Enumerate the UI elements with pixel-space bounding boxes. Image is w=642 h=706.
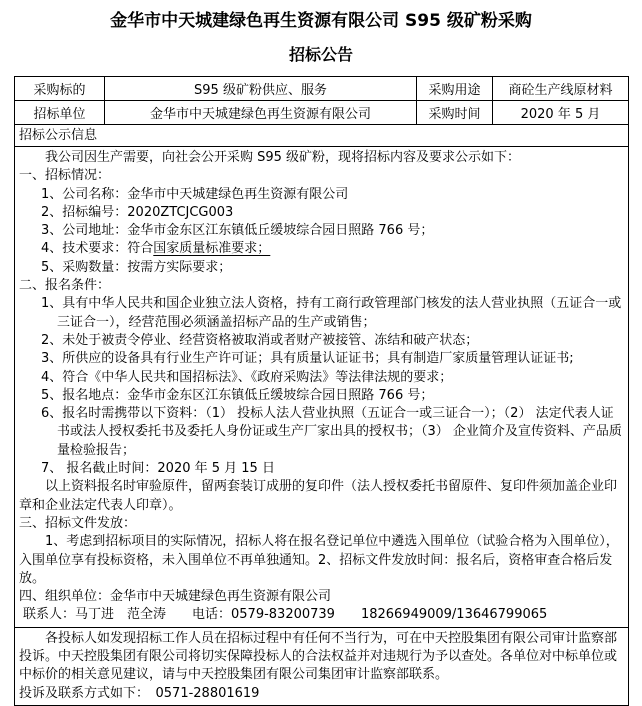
company-name-item: 1、公司名称：金华市中天城建绿色再生资源有限公司 <box>41 186 349 202</box>
materials-note-paragraph: 以上资料报名时审验原件，留两套装订成册的复印件（法人授权委托书留原件、复印件须加盖企业印章和企业法定代表人印章）。 <box>19 479 618 513</box>
purchase-time-label: 采购时间 <box>417 101 493 125</box>
complaint-contact-line: 投诉及联系方式如下： 0571-28801619 <box>19 685 260 701</box>
purchase-purpose-label: 采购用途 <box>417 77 493 101</box>
bid-info-table <box>14 76 629 706</box>
condition-item-4: 4、符合《中华人民共和国招标法》、《政府采购法》等法律法规的要求； <box>41 369 453 385</box>
tender-number-item: 2、招标编号：2020ZTCJCG003 <box>41 204 234 220</box>
condition-item-7: 7、 报名截止时间：2020 年 5 月 15 日 <box>41 461 275 477</box>
tech-requirement-underlined: 国家质量标准要求； <box>153 241 271 257</box>
condition-item-3: 3、所供应的设备具有行业生产许可证；具有质量认证证书；具有制造厂家质量管理认证证书; <box>41 351 574 367</box>
intro-paragraph: 我公司因生产需要，向社会公开采购 S95 级矿粉，现将招标内容及要求公示如下： <box>45 150 521 165</box>
tech-requirement-item <box>19 240 624 258</box>
document-issue-paragraph: 1、考虑到招标项目的实际情况，招标人将在报名登记单位中遴选入围单位（试验合格为入围单位），入围单位享有投标资格，未入围单位不再单独通知。2、招标文件发放时间：报名后，资格审查合格后发放。 <box>19 534 619 586</box>
table-row-section-header <box>15 125 629 147</box>
condition-item-1: 1、具有中华人民共和国企业独立法人资格，持有工商行政管理部门核发的法人营业执照（五证合一或三证合一），经营范围必须涵盖招标产品的生产或销售； <box>41 296 622 330</box>
complaint-cell <box>15 627 629 705</box>
table-row-body <box>15 147 629 628</box>
table-row-subject <box>15 77 629 101</box>
tender-unit-value: 金华市中天城建绿色再生资源有限公司 <box>105 101 417 125</box>
purchase-subject-value: S95 级矿粉供应、服务 <box>105 77 417 101</box>
section1-title: 一、招标情况： <box>19 168 111 184</box>
condition-item-6: 6、报名时需携带以下资料：（1） 投标人法人营业执照（五证合一或三证合一）；（2） 法定代表人证书或法人授权委托书及委托人身份证或生产厂家出具的授权书；（3） 企业简介及宣传资料、产品质量检验报告； <box>41 406 622 458</box>
announcement-subtitle: 招标公告 <box>288 45 353 64</box>
condition-item-2: 2、未处于被责令停业、经营资格被取消或者财产被接管、冻结和破产状态； <box>41 332 479 348</box>
table-row-complaint <box>15 627 629 705</box>
purchase-subject-label: 采购标的 <box>15 77 105 101</box>
section3-title: 三、招标文件发放： <box>19 515 137 531</box>
purchase-quantity-item: 5、采购数量：按需方实际要求； <box>41 259 232 275</box>
company-address-item: 3、公司地址：金华市金东区江东镇低丘缓坡综合园日照路 766 号； <box>41 223 434 239</box>
tender-unit-label: 招标单位 <box>15 101 105 125</box>
tech-requirement-prefix: 4、技术要求：符合 <box>41 241 154 257</box>
section4-title: 四、组织单位：金华市中天城建绿色再生资源有限公司 <box>19 589 332 605</box>
purchase-purpose-value: 商砼生产线原材料 <box>493 77 629 101</box>
complaint-paragraph: 各投标人如发现招标工作人员在招标过程中有任何不当行为，可在中天控股集团有限公司审计监察部投诉。中天控股集团有限公司将切实保障投标人的合法权益并对违规行为予以查处。各单位对中标单位或中标价的相关意见建议，请与中天控股集团有限公司集团审计监察部联系。 <box>19 630 618 683</box>
condition-item-5: 5、报名地点：金华市金东区江东镇低丘缓坡综合园日照路 766 号； <box>41 387 434 403</box>
announcement-body-cell <box>15 147 629 628</box>
purchase-time-value: 2020 年 5 月 <box>493 101 629 125</box>
table-row-unit <box>15 101 629 125</box>
section2-title: 二、报名条件： <box>19 278 111 294</box>
contacts-line: 联系人：马丁进 范全涛 电话：0579-83200739 18266949009/13646799065 <box>23 607 548 623</box>
document-title: 金华市中天城建绿色再生资源有限公司 S95 级矿粉采购 <box>110 11 532 31</box>
publicity-info-header: 招标公示信息 <box>15 125 629 147</box>
